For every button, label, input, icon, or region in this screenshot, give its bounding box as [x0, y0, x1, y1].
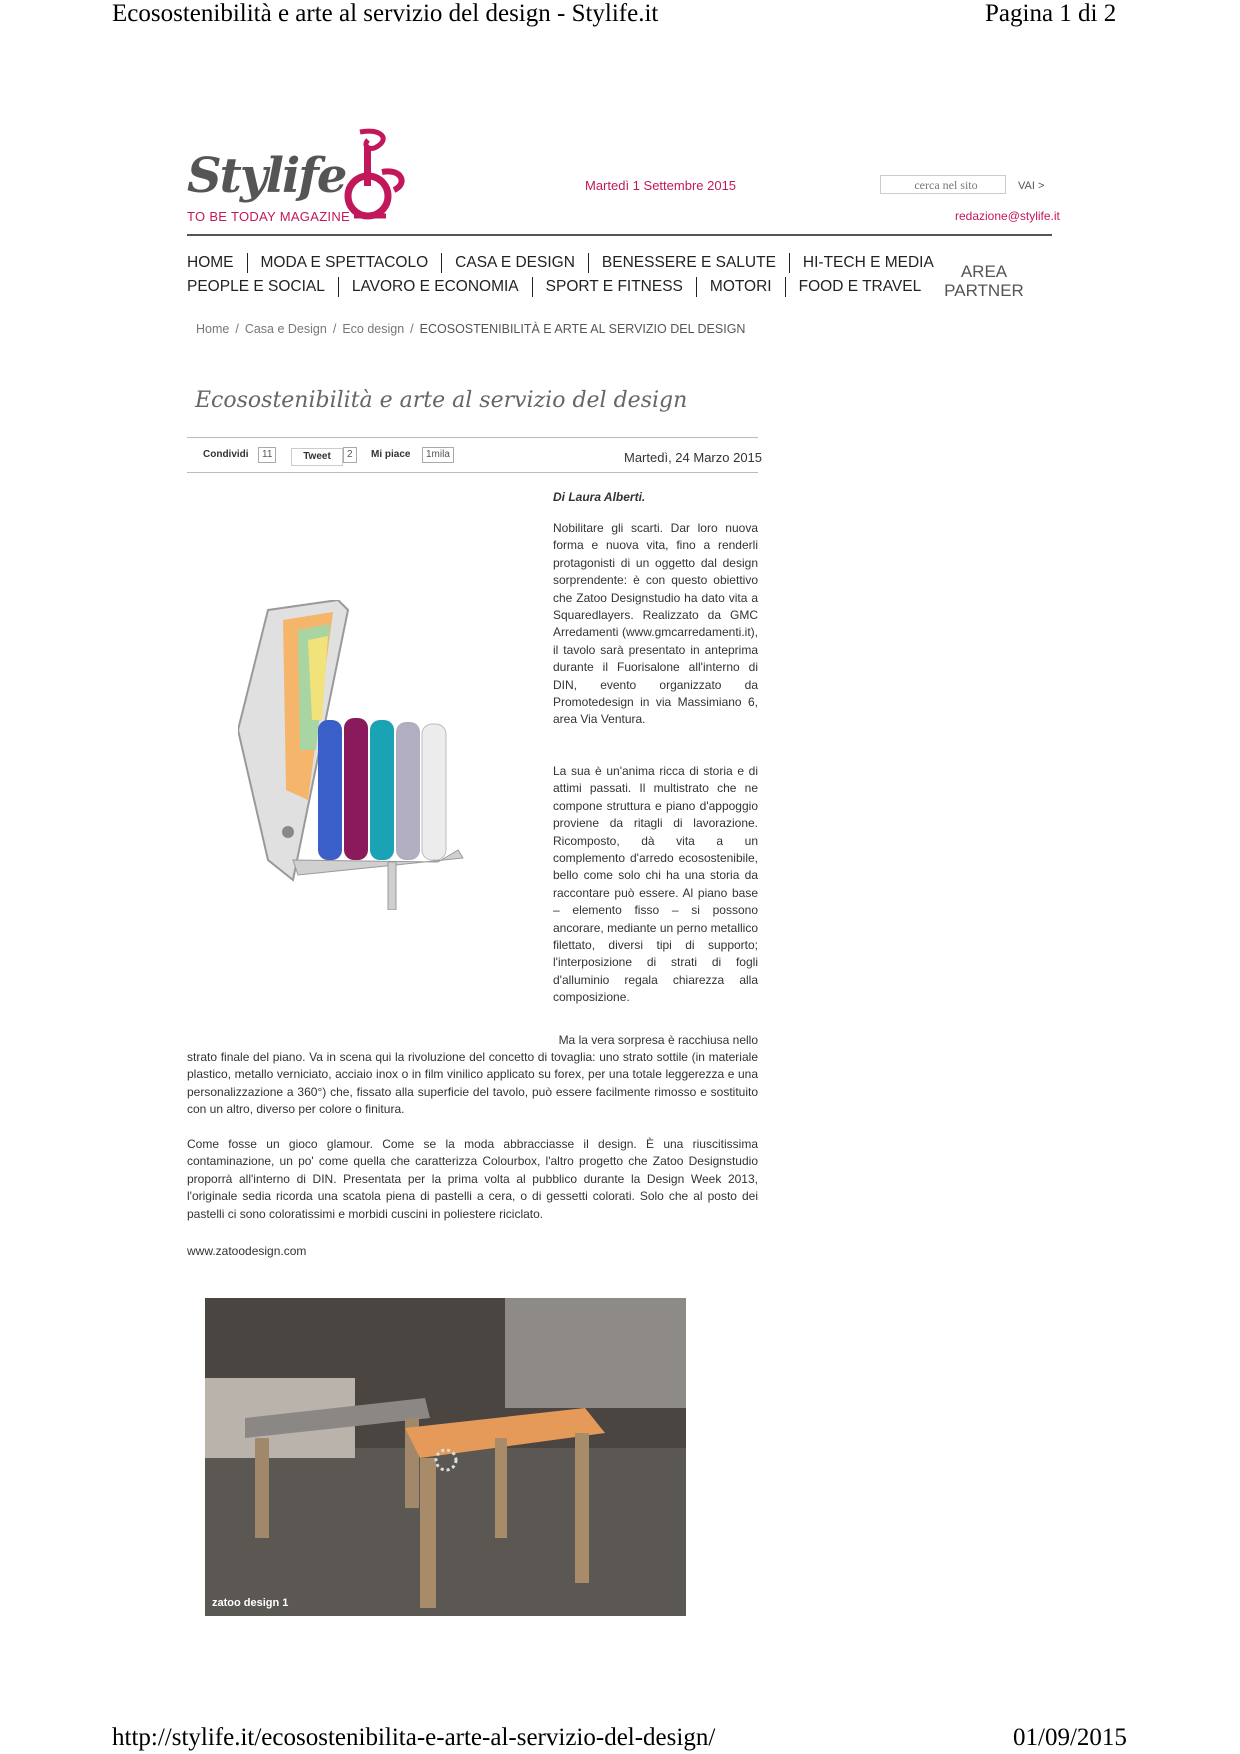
logo-emblem-icon — [340, 128, 412, 224]
gallery-photo[interactable] — [205, 1298, 686, 1616]
nav-item-home[interactable]: HOME — [187, 254, 234, 272]
main-nav-row-1 — [187, 253, 934, 273]
contact-email-link[interactable]: redazione@stylife.it — [955, 209, 1060, 223]
print-header-title: Ecosostenibilità e arte al servizio del design - Stylife.it — [112, 0, 659, 27]
tweet-button[interactable]: Tweet — [291, 448, 343, 466]
share-divider — [187, 472, 758, 473]
gallery-caption: zatoo design 1 — [212, 1597, 289, 1609]
breadcrumb-section[interactable]: Casa e Design — [244, 322, 327, 336]
search-input[interactable]: cerca nel sito — [880, 175, 1006, 194]
article-byline: Di Laura Alberti. — [553, 490, 646, 504]
site-logo[interactable] — [187, 128, 412, 228]
tweet-count: 2 — [343, 447, 357, 463]
nav-item-lavoro[interactable]: LAVORO E ECONOMIA — [351, 278, 519, 296]
main-nav-row-2 — [187, 277, 921, 297]
print-page-label: Pagina 1 di 2 — [985, 0, 1117, 27]
nav-item-people[interactable]: PEOPLE E SOCIAL — [187, 278, 325, 296]
print-footer-date: 01/09/2015 — [1013, 1724, 1127, 1751]
nav-item-benessere[interactable]: BENESSERE E SALUTE — [601, 254, 776, 272]
like-count: 1mila — [422, 447, 454, 463]
title-divider — [187, 437, 758, 438]
nav-item-food[interactable]: FOOD E TRAVEL — [798, 278, 922, 296]
breadcrumb: Home / Casa e Design / Eco design / ECOSOSTENIBILITÀ E ARTE AL SERVIZIO DEL DESIGN — [196, 322, 746, 336]
article-paragraph-4: Come fosse un gioco glamour. Come se la moda abbracciasse il design. È una riuscitissima contaminazione, un po' come quella che caratterizza Colourbox, l'altro progetto che Zatoo Designstudio proporrà all'interno di DIN. Presentata per la prima volta al pubblico durante la Design Week 2013, l'originale sedia ricorda una scatola piena di pastelli a cera, o di gessetti colorati. Solo che al posto dei pastelli ci sono coloratissimi e morbidi cuscini in poliestere riciclato. — [187, 1137, 758, 1221]
nav-item-casa[interactable]: CASA E DESIGN — [455, 254, 575, 272]
share-button[interactable]: Condividi — [203, 449, 249, 460]
article-paragraph-2: La sua è un'anima ricca di storia e di attimi passati. Il multistrato che ne compone struttura e piano d'appoggio proviene da ritagli di lavorazione. Ricomposto, dà vita a un complemento d'arredo ecosostenibile, bello come solo chi ha una storia da raccontare può essere. Al piano base – elemento fisso – si possono ancorare, mediante un perno metallico filettato, diversi tipi di supporto; l'interposizione di strati di fogli d'alluminio regala chiarezza alla composizione. — [553, 764, 758, 1005]
article-paragraph-3-start: Ma la vera sorpresa è racchiusa nello — [558, 1033, 758, 1047]
breadcrumb-current: ECOSOSTENIBILITÀ E ARTE AL SERVIZIO DEL DESIGN — [419, 322, 746, 336]
logo-tagline: TO BE TODAY MAGAZINE — [187, 209, 351, 224]
breadcrumb-sub[interactable]: Eco design — [342, 322, 405, 336]
share-count: 11 — [258, 447, 276, 463]
like-button[interactable]: Mi piace — [371, 449, 411, 460]
zatoo-link[interactable]: www.zatoodesign.com — [187, 1244, 307, 1258]
current-date: Martedì 1 Settembre 2015 — [585, 178, 737, 193]
nav-item-sport[interactable]: SPORT E FITNESS — [545, 278, 683, 296]
search-button[interactable]: VAI > — [1018, 180, 1045, 192]
article-paragraph-3: strato finale del piano. Va in scena qui la rivoluzione del concetto di tovaglia: uno strato sottile (in materiale plastico, metallo verniciato, acciaio inox o in film vinilico applicato su forex, per una totale leggerezza e una personalizzazione a 360°) che, fissato alla superficie del tavolo, può essere facilmente rimosso e sostituito con un altro, diverso per colore o finitura. — [187, 1050, 758, 1117]
breadcrumb-home[interactable]: Home — [196, 322, 230, 336]
nav-item-motori[interactable]: MOTORI — [709, 278, 772, 296]
nav-item-hitech[interactable]: HI-TECH E MEDIA — [802, 254, 934, 272]
article-title: Ecosostenibilità e arte al servizio del design — [195, 388, 688, 413]
colourbox-chair-image — [238, 600, 488, 910]
area-partner-link[interactable]: AREA PARTNER — [944, 262, 1024, 300]
header-divider — [187, 234, 1052, 236]
nav-item-moda[interactable]: MODA E SPETTACOLO — [260, 254, 429, 272]
print-footer-url: http://stylife.it/ecosostenibilita-e-arte-al-servizio-del-design/ — [112, 1724, 716, 1751]
logo-wordmark: Stylife — [187, 148, 346, 204]
article-date: Martedì, 24 Marzo 2015 — [624, 450, 763, 465]
article-paragraph-1: Nobilitare gli scarti. Dar loro nuova forma e nuova vita, fino a renderli protagonisti di un oggetto dal design sorprendente: è con questo obiettivo che Zatoo Designstudio ha dato vita a Squaredlayers. Realizzato da GMC Arredamenti (www.gmcarredamenti.it), il tavolo sarà presentato in anteprima durante il Fuorisalone all'interno di DIN, evento organizzato da Promotedesign in via Massimiano 6, area Via Ventura. — [553, 521, 758, 727]
